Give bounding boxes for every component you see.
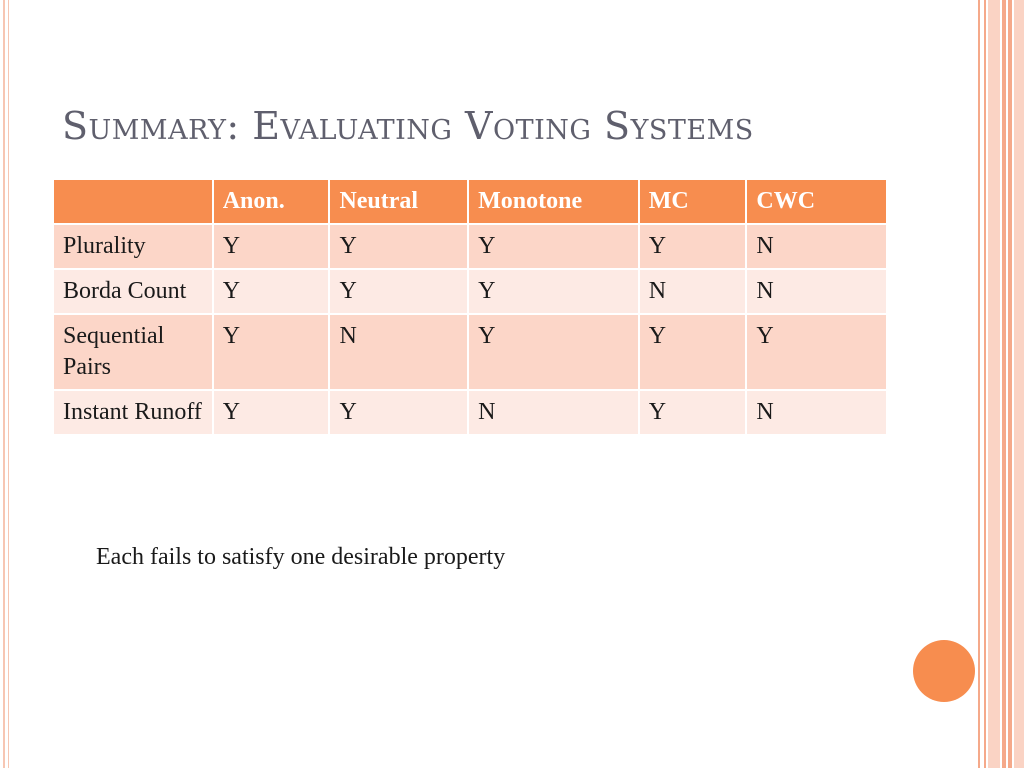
table-cell: Y [213, 224, 330, 269]
table-cell: Y [746, 314, 887, 390]
table-cell: Y [468, 314, 639, 390]
table-cell: N [746, 224, 887, 269]
table-cell: Y [468, 224, 639, 269]
table-cell: Y [468, 269, 639, 314]
table-cell: Y [639, 224, 747, 269]
header-cell-cwc: CWC [746, 179, 887, 224]
table-cell: Y [213, 314, 330, 390]
table-cell: N [639, 269, 747, 314]
table-row [53, 224, 887, 269]
table-header-row [53, 179, 887, 224]
table-cell: Y [329, 390, 468, 435]
row-label: Instant Runoff [53, 390, 213, 435]
header-cell-empty [53, 179, 213, 224]
header-cell-neutral: Neutral [329, 179, 468, 224]
table-cell: Y [639, 314, 747, 390]
header-cell-monotone: Monotone [468, 179, 639, 224]
table-cell: Y [329, 269, 468, 314]
table-cell: N [329, 314, 468, 390]
left-border-line [3, 0, 5, 768]
table-cell: Y [329, 224, 468, 269]
voting-systems-table [52, 178, 888, 436]
header-cell-anon: Anon. [213, 179, 330, 224]
row-label: Sequential Pairs [53, 314, 213, 390]
row-label: Plurality [53, 224, 213, 269]
right-decorative-stripes [976, 0, 1024, 768]
table-row [53, 390, 887, 435]
left-border-line-inner [8, 0, 9, 768]
table-cell: N [746, 390, 887, 435]
table-row [53, 314, 887, 390]
footnote-text: Each fails to satisfy one desirable property [96, 544, 506, 570]
table-cell: N [468, 390, 639, 435]
table-row [53, 269, 887, 314]
table-cell: Y [213, 269, 330, 314]
header-cell-mc: MC [639, 179, 747, 224]
table-cell: Y [213, 390, 330, 435]
table-cell: Y [639, 390, 747, 435]
table-cell: N [746, 269, 887, 314]
decorative-circle [913, 640, 975, 702]
row-label: Borda Count [53, 269, 213, 314]
slide-title: Summary: Evaluating Voting Systems [62, 104, 754, 148]
